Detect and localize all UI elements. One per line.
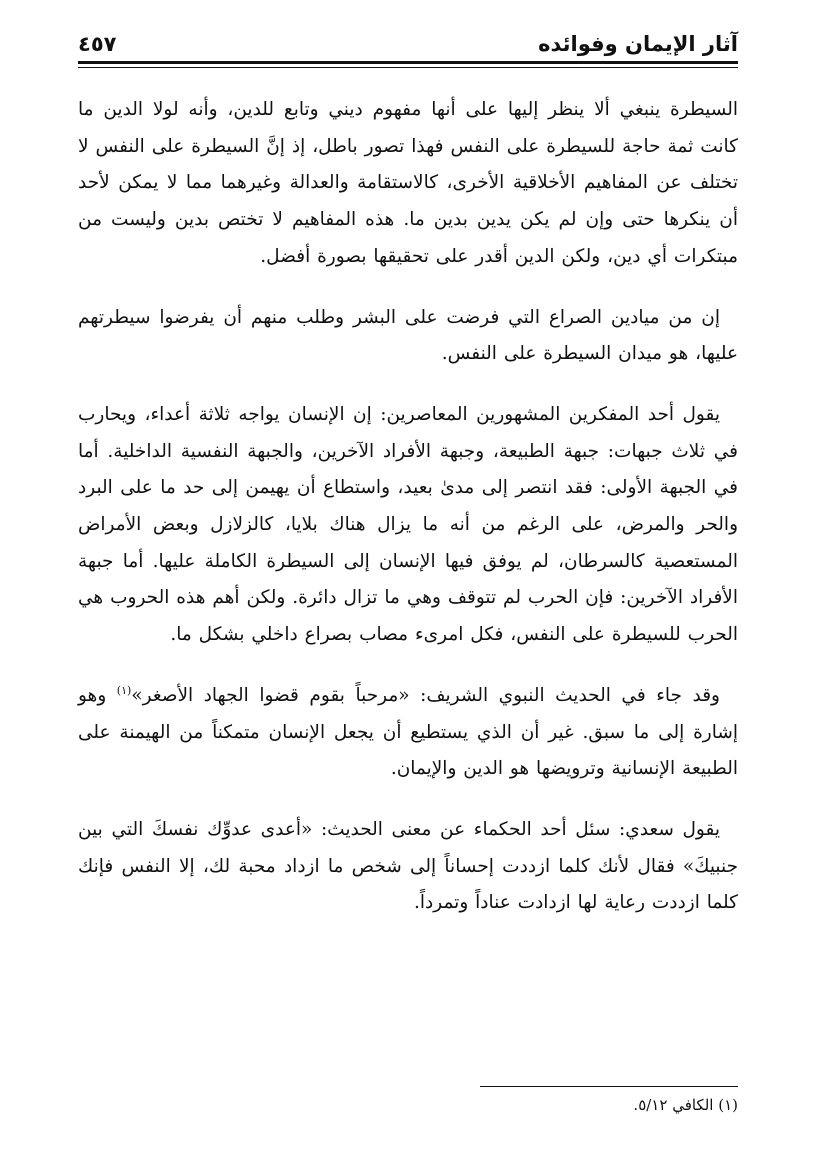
paragraph-3	[78, 397, 738, 654]
header-rule-thick	[78, 61, 738, 64]
paragraph-2-text: إن من ميادين الصراع التي فرضت على البشر وطلب منهم أن يفرضوا سيطرتهم عليها، هو ميدان السيطرة على النفس.	[78, 306, 738, 365]
paragraph-5-text: يقول سعدي: سئل أحد الحكماء عن معنى الحديث: «أعدى عدوِّك نفسكَ التي بين جنبيكَ» فقال لأنك كلما ازددت إحساناً إلى شخص ما ازداد محبة لك، إلا النفس فإنك كلما ازددت رعاية لها ازدادت عناداً وتمرداً.	[78, 818, 738, 914]
running-title: آثار الإيمان وفوائده	[538, 32, 738, 56]
paragraph-4	[78, 678, 738, 788]
footnote: (١) الكافي ٥/١٢.	[633, 1096, 738, 1114]
paragraph-4-text-before: وقد جاء في الحديث النبوي الشريف: «مرحباً بقوم قضوا الجهاد الأصغر»	[131, 684, 720, 706]
footnote-reference[interactable]: (١)	[116, 683, 132, 697]
paragraph-2	[78, 300, 738, 373]
main-text	[78, 92, 738, 922]
paragraph-3-text: يقول أحد المفكرين المشهورين المعاصرين: إن الإنسان يواجه ثلاثة أعداء، ويحارب في ثلاث جبهات: جبهة الطبيعة، وجبهة الأفراد الآخرين، والجبهة النفسية الداخلية. أما في الجبهة الأولى: فقد انتصر إلى مدىٰ بعيد، واستطاع أن يهيمن إلى حد ما على البرد والحر والمرض، على الرغم من أنه ما يزال هناك بلايا، كالزلازل وبعض الأمراض المستعصية كالسرطان، لم يوفق فيها الإنسان إلى السيطرة الكاملة عليها. أما جبهة الأفراد الآخرين: فإن الحرب لم تتوقف وهي ما تزال دائرة. ولكن أهم هذه الحروب هي الحرب للسيطرة على النفس، فكل امرىء مصاب بصراع داخلي بشكل ما.	[78, 403, 738, 646]
footnote-separator	[480, 1086, 738, 1087]
running-header	[78, 28, 738, 62]
paragraph-4-text-after: وهو إشارة إلى ما سبق. غير أن الذي يستطيع أن يجعل الإنسان متمكناً من الهيمنة على الطبيعة الإنسانية وترويضها هو الدين والإيمان.	[78, 684, 738, 780]
page-number: ٤٥٧	[78, 32, 117, 56]
paragraph-1: السيطرة ينبغي ألا ينظر إليها على أنها مفهوم ديني وتابع للدين، وأنه لولا الدين ما كانت ثمة حاجة للسيطرة على النفس فهذا تصور باطل، إذ إنَّ السيطرة على النفس لا تختلف عن المفاهيم الأخلاقية الأخرى، كالاستقامة والعدالة وغيرهما مما لا يمكن لأحد أن ينكرها حتى وإن لم يكن يدين بدين ما. هذه المفاهيم لا تختص بدين وليست من مبتكرات أي دين، ولكن الدين أقدر على تحقيقها بصورة أفضل.	[78, 99, 738, 267]
paragraph-5	[78, 812, 738, 922]
header-rule-thin	[78, 67, 738, 68]
